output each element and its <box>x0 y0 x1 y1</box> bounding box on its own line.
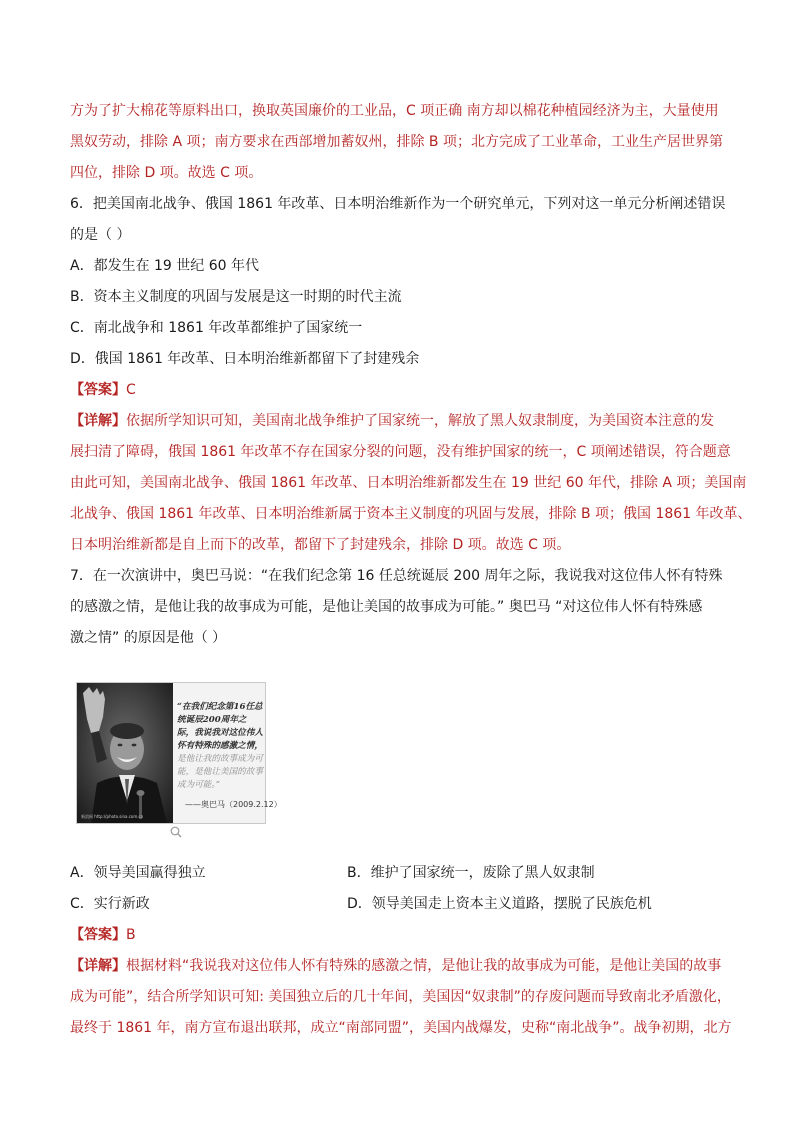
q7-option-c: C．实行新政 <box>70 896 150 912</box>
q7-option-row <box>70 889 724 920</box>
q6-detail-line: 【详解】依据所学知识可知，美国南北战争维护了国家统一，解放了黑人奴隶制度，为美国资本注意的发 <box>70 413 714 429</box>
q7-stem-line: 激之情” 的原因是他（ ） <box>70 630 227 646</box>
q6-detail-line: 展扫清了障碍，俄国 1861 年改革不存在国家分裂的问题，没有维护国家的统一，C 项阐述错误，符合题意 <box>70 444 731 460</box>
q6-option-b: B．资本主义制度的巩固与发展是这一时期的时代主流 <box>70 289 402 305</box>
q5-explanation-line: 黑奴劳动，排除 A 项；南方要求在西部增加蓄奴州，排除 B 项；北方完成了工业革命，工业生产居世界第 <box>70 134 723 150</box>
answer-label: 【答案】 <box>70 382 126 398</box>
q7-option-row <box>70 858 724 889</box>
answer-label: 【答案】 <box>70 927 126 943</box>
q7-option-b: B．维护了国家统一，废除了黑人奴隶制 <box>347 865 595 881</box>
q7-detail-line: 成为可能”，结合所学知识可知: 美国独立后的几十年间，美国因“奴隶制”的存废问题而导致南北矛盾激化， <box>70 989 731 1005</box>
q7-detail-line: 【详解】根据材料“我说我对这位伟人怀有特殊的感激之情，是他让我的故事成为可能，是他让美国的故事 <box>70 958 722 974</box>
q6-detail-line: 北战争、俄国 1861 年改革、日本明治维新属于资本主义制度的巩固与发展，排除 B 项；俄国 1861 年改革、 <box>70 506 752 522</box>
obama-photo <box>77 683 173 823</box>
document-content <box>70 96 752 1044</box>
q6-stem-line: 6．把美国南北战争、俄国 1861 年改革、日本明治维新作为一个研究单元，下列对这一单元分析阐述错误 <box>70 196 726 212</box>
q7-stem-line: 的感激之情，是他让我的故事成为可能，是他让美国的故事成为可能。” 奥巴马 “对这位伟人怀有特殊感 <box>70 599 703 615</box>
q7-detail-line: 最终于 1861 年，南方宣布退出联邦，成立“南部同盟”，美国内战爆发，史称“南北战争”。战争初期，北方 <box>70 1020 732 1036</box>
q7-answer <box>70 920 724 951</box>
answer-value: B <box>126 927 136 943</box>
q6-option-c: C．南北战争和 1861 年改革都维护了国家统一 <box>70 320 363 336</box>
q7-stem-line: 7．在一次演讲中，奥巴马说：“在我们纪念第 16 任总统诞辰 200 周年之际，我说我对这位伟人怀有特殊 <box>70 568 723 584</box>
q6-detail-line: 由此可知，美国南北战争、俄国 1861 年改革、日本明治维新都发生在 19 世纪 60 年代，排除 A 项；美国南 <box>70 475 747 491</box>
q7-figure <box>76 682 282 824</box>
q5-explanation-line: 四位，排除 D 项。故选 C 项。 <box>70 165 263 181</box>
figure-quote: “在我们纪念第16任总统诞辰200周年之际，我说我对这位伟人怀有特殊的感激之情，是他让我的故事成为可能，是他让美国的故事成为可能。” <box>177 702 263 790</box>
q6-detail-line: 日本明治维新都是自上而下的改革，都留下了封建残余，排除 D 项。故选 C 项。 <box>70 537 571 553</box>
zoom-icon[interactable] <box>170 826 182 838</box>
figure-signature: ——奥巴马（2009.2.12） <box>185 800 282 809</box>
q6-option-d: D．俄国 1861 年改革、日本明治维新都留下了封建残余 <box>70 351 420 367</box>
q6-stem-line: 的是（ ） <box>70 227 131 243</box>
detail-label: 【详解】 <box>70 413 126 429</box>
q6-answer <box>70 375 724 406</box>
q7-option-a: A．领导美国赢得独立 <box>70 865 206 881</box>
q7-figure-block <box>70 658 724 858</box>
q5-explanation-line: 方为了扩大棉花等原料出口，换取英国廉价的工业品，C 项正确 南方却以棉花种植园经济为主，大量使用 <box>70 103 719 119</box>
q7-option-d: D．领导美国走上资本主义道路，摆脱了民族危机 <box>347 896 652 912</box>
detail-label: 【详解】 <box>70 958 126 974</box>
photo-credit: 新浪网 http://photo.sina.com.cn <box>81 814 144 819</box>
q6-option-a: A．都发生在 19 世纪 60 年代 <box>70 258 260 274</box>
answer-value: C <box>126 382 136 398</box>
